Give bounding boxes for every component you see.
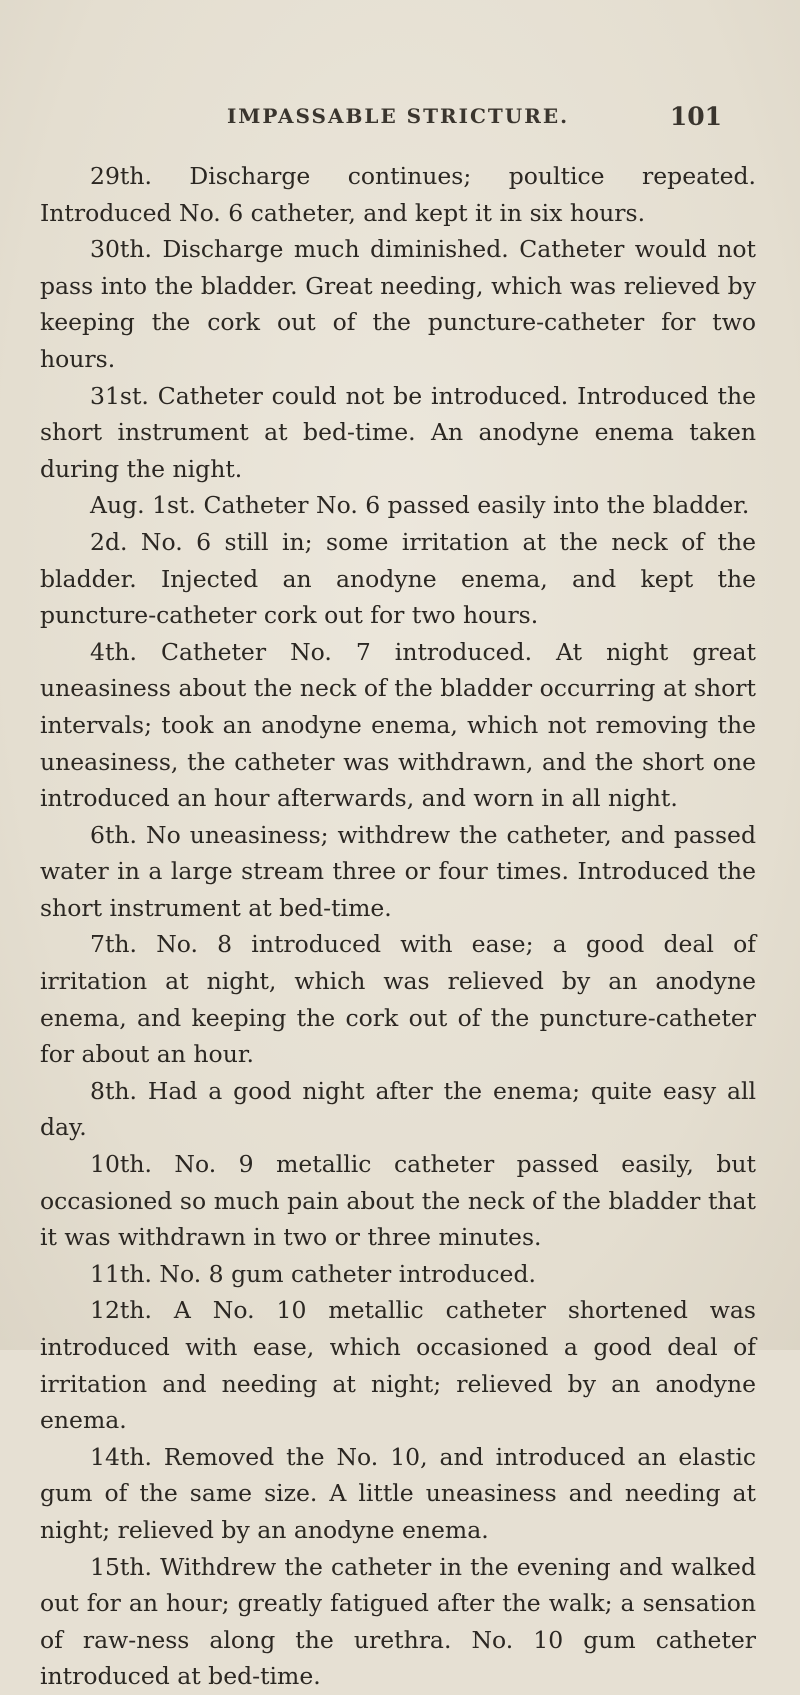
journal-entry: 6th. No uneasiness; withdrew the catheter, and passed water in a large stream three or four times. Introduced the short instrument at bed-time. bbox=[40, 820, 756, 922]
journal-entry: 31st. Catheter could not be introduced. Introduced the short instrument at bed-time. An anodyne enema taken during the night. bbox=[40, 381, 756, 483]
journal-entry: 8th. Had a good night after the enema; quite easy all day. bbox=[40, 1076, 756, 1142]
journal-entry: 15th. Withdrew the catheter in the evening and walked out for an hour; greatly fatigued after the walk; a sensation of raw-ness along the urethra. No. 10 gum catheter introduced at bed-time. bbox=[40, 1552, 756, 1691]
journal-entry: 10th. No. 9 metallic catheter passed easily, but occasioned so much pain about the neck of the bladder that it was withdrawn in two or three minutes. bbox=[40, 1150, 756, 1252]
body-text bbox=[40, 158, 756, 1695]
journal-entry: 14th. Removed the No. 10, and introduced an elastic gum of the same size. A little uneasiness and needing at night; relieved by an anodyne enema. bbox=[40, 1442, 756, 1544]
journal-entry: Aug. 1st. Catheter No. 6 passed easily into the bladder. bbox=[90, 491, 750, 520]
journal-entry: 30th. Discharge much diminished. Catheter would not pass into the bladder. Great needing, which was relieved by keeping the cork out of the puncture-catheter for two hours. bbox=[40, 235, 756, 373]
journal-entry: 4th. Catheter No. 7 introduced. At night great uneasiness about the neck of the bladder occurring at short intervals; took an anodyne enema, which not removing the uneasiness, the catheter was withdrawn, and the short one introduced an hour afterwards, and worn in all night. bbox=[40, 637, 756, 813]
journal-entry: 11th. No. 8 gum catheter introduced. bbox=[90, 1259, 536, 1288]
journal-entry: 7th. No. 8 introduced with ease; a good deal of irritation at night, which was relieved by an anodyne enema, and keeping the cork out of the puncture-catheter for about an hour. bbox=[40, 930, 756, 1069]
journal-entry: 2d. No. 6 still in; some irritation at the neck of the bladder. Injected an anodyne enema, and kept the puncture-catheter cork out for two hours. bbox=[40, 527, 756, 630]
page-number: 101 bbox=[669, 102, 722, 131]
journal-entry: 29th. Discharge continues; poultice repeated. Introduced No. 6 catheter, and kept it in six hours. bbox=[40, 162, 756, 227]
journal-entry: 12th. A No. 10 metallic catheter shortened was introduced with ease, which occasioned a good deal of irritation and needing at night; relieved by an anodyne enema. bbox=[40, 1296, 756, 1435]
running-title: IMPASSABLE STRICTURE. bbox=[226, 104, 570, 128]
running-head bbox=[40, 104, 756, 134]
